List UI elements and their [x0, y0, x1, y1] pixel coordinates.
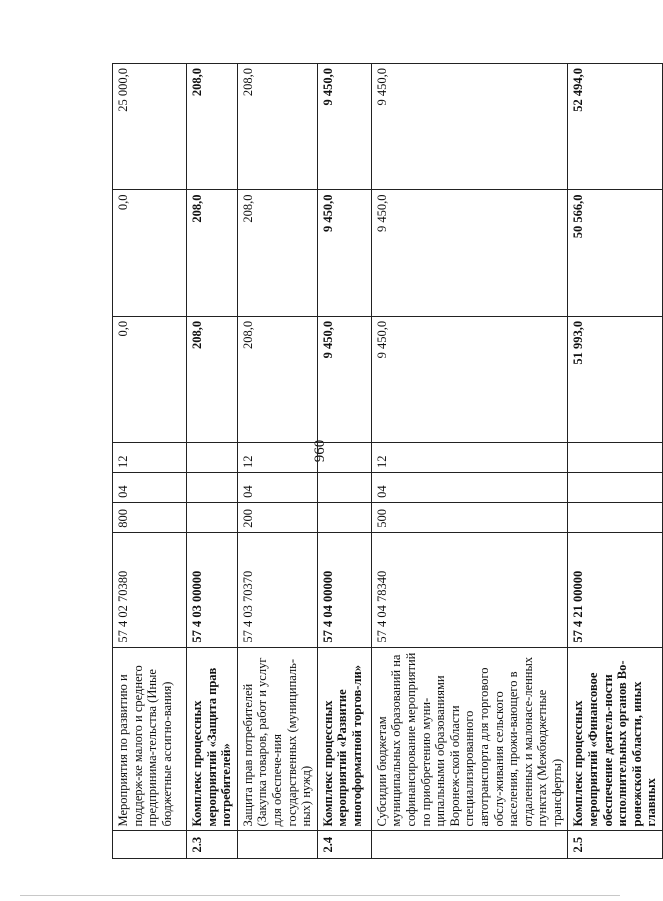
row-vr	[317, 502, 371, 532]
row-name: Защита прав потребителей (Закупка товаров, работ и услуг для обеспече-ния государственных (муниципаль-ных) нужд)	[237, 647, 317, 831]
row-value-3: 9 450,0	[371, 64, 568, 190]
table-row	[113, 64, 187, 859]
row-value-1: 9 450,0	[317, 316, 371, 442]
row-code: 57 4 03 70370	[237, 532, 317, 647]
table-row	[237, 64, 317, 859]
row-index: 2.3	[187, 831, 238, 859]
table-row	[187, 64, 238, 859]
row-code: 57 4 04 78340	[371, 532, 568, 647]
row-name: Комплекс процессных мероприятий «Развитие многоформатной торгов-ли»	[317, 647, 371, 831]
row-value-3: 9 450,0	[317, 64, 371, 190]
row-pr: 12	[237, 443, 317, 473]
row-index	[371, 831, 568, 859]
row-pr	[568, 443, 663, 473]
row-index: 2.4	[317, 831, 371, 859]
row-value-2: 0,0	[113, 190, 187, 316]
row-rz: 04	[237, 473, 317, 503]
row-value-2: 208,0	[187, 190, 238, 316]
row-code: 57 4 21 00000	[568, 532, 663, 647]
budget-table-rotated	[112, 63, 659, 859]
row-index	[113, 831, 187, 859]
row-index	[237, 831, 317, 859]
page-number: 960	[312, 439, 328, 463]
row-rz	[187, 473, 238, 503]
row-index: 2.5	[568, 831, 663, 859]
page-bottom-divider	[20, 895, 620, 896]
row-value-3: 52 494,0	[568, 64, 663, 190]
row-pr: 12	[113, 443, 187, 473]
row-value-1: 208,0	[237, 316, 317, 442]
row-rz: 04	[113, 473, 187, 503]
row-value-1: 0,0	[113, 316, 187, 442]
row-value-1: 51 993,0	[568, 316, 663, 442]
row-code: 57 4 02 70380	[113, 532, 187, 647]
row-pr	[317, 443, 371, 473]
row-code: 57 4 03 00000	[187, 532, 238, 647]
row-pr	[187, 443, 238, 473]
row-value-2: 208,0	[237, 190, 317, 316]
row-value-2: 50 566,0	[568, 190, 663, 316]
row-value-2: 9 450,0	[371, 190, 568, 316]
row-vr: 800	[113, 502, 187, 532]
row-name: Субсидии бюджетам муниципальных образований на софинансирование мероприятий по приобретению муни-ципальными образованиями Воронеж-ской области специализированного автотранспорта для торгового обслу-живания сельского населения, прожи-вающего в отдаленных и малонасе-ленных пунктах (Межбюджетные трансферты)	[371, 647, 568, 831]
row-name: Комплекс процессных мероприятий «Защита прав потребителей»	[187, 647, 238, 831]
row-vr	[187, 502, 238, 532]
row-vr: 500	[371, 502, 568, 532]
row-rz: 04	[371, 473, 568, 503]
budget-table	[112, 63, 663, 859]
row-vr	[568, 502, 663, 532]
row-value-1: 208,0	[187, 316, 238, 442]
row-value-3: 25 000,0	[113, 64, 187, 190]
row-value-2: 9 450,0	[317, 190, 371, 316]
row-code: 57 4 04 00000	[317, 532, 371, 647]
table-row	[371, 64, 568, 859]
row-pr: 12	[371, 443, 568, 473]
row-rz	[317, 473, 371, 503]
row-vr: 200	[237, 502, 317, 532]
row-value-3: 208,0	[237, 64, 317, 190]
table-row	[317, 64, 371, 859]
row-name: Комплекс процессных мероприятий «Финансовое обеспечение деятель-ности исполнительных органов Во-ронежской области, иных главных	[568, 647, 663, 831]
row-value-3: 208,0	[187, 64, 238, 190]
row-name: Мероприятия по развитию и поддерж-ке малого и среднего предпринима-тельства (Иные бюджетные ассигно-вания)	[113, 647, 187, 831]
row-rz	[568, 473, 663, 503]
table-row	[568, 64, 663, 859]
row-value-1: 9 450,0	[371, 316, 568, 442]
